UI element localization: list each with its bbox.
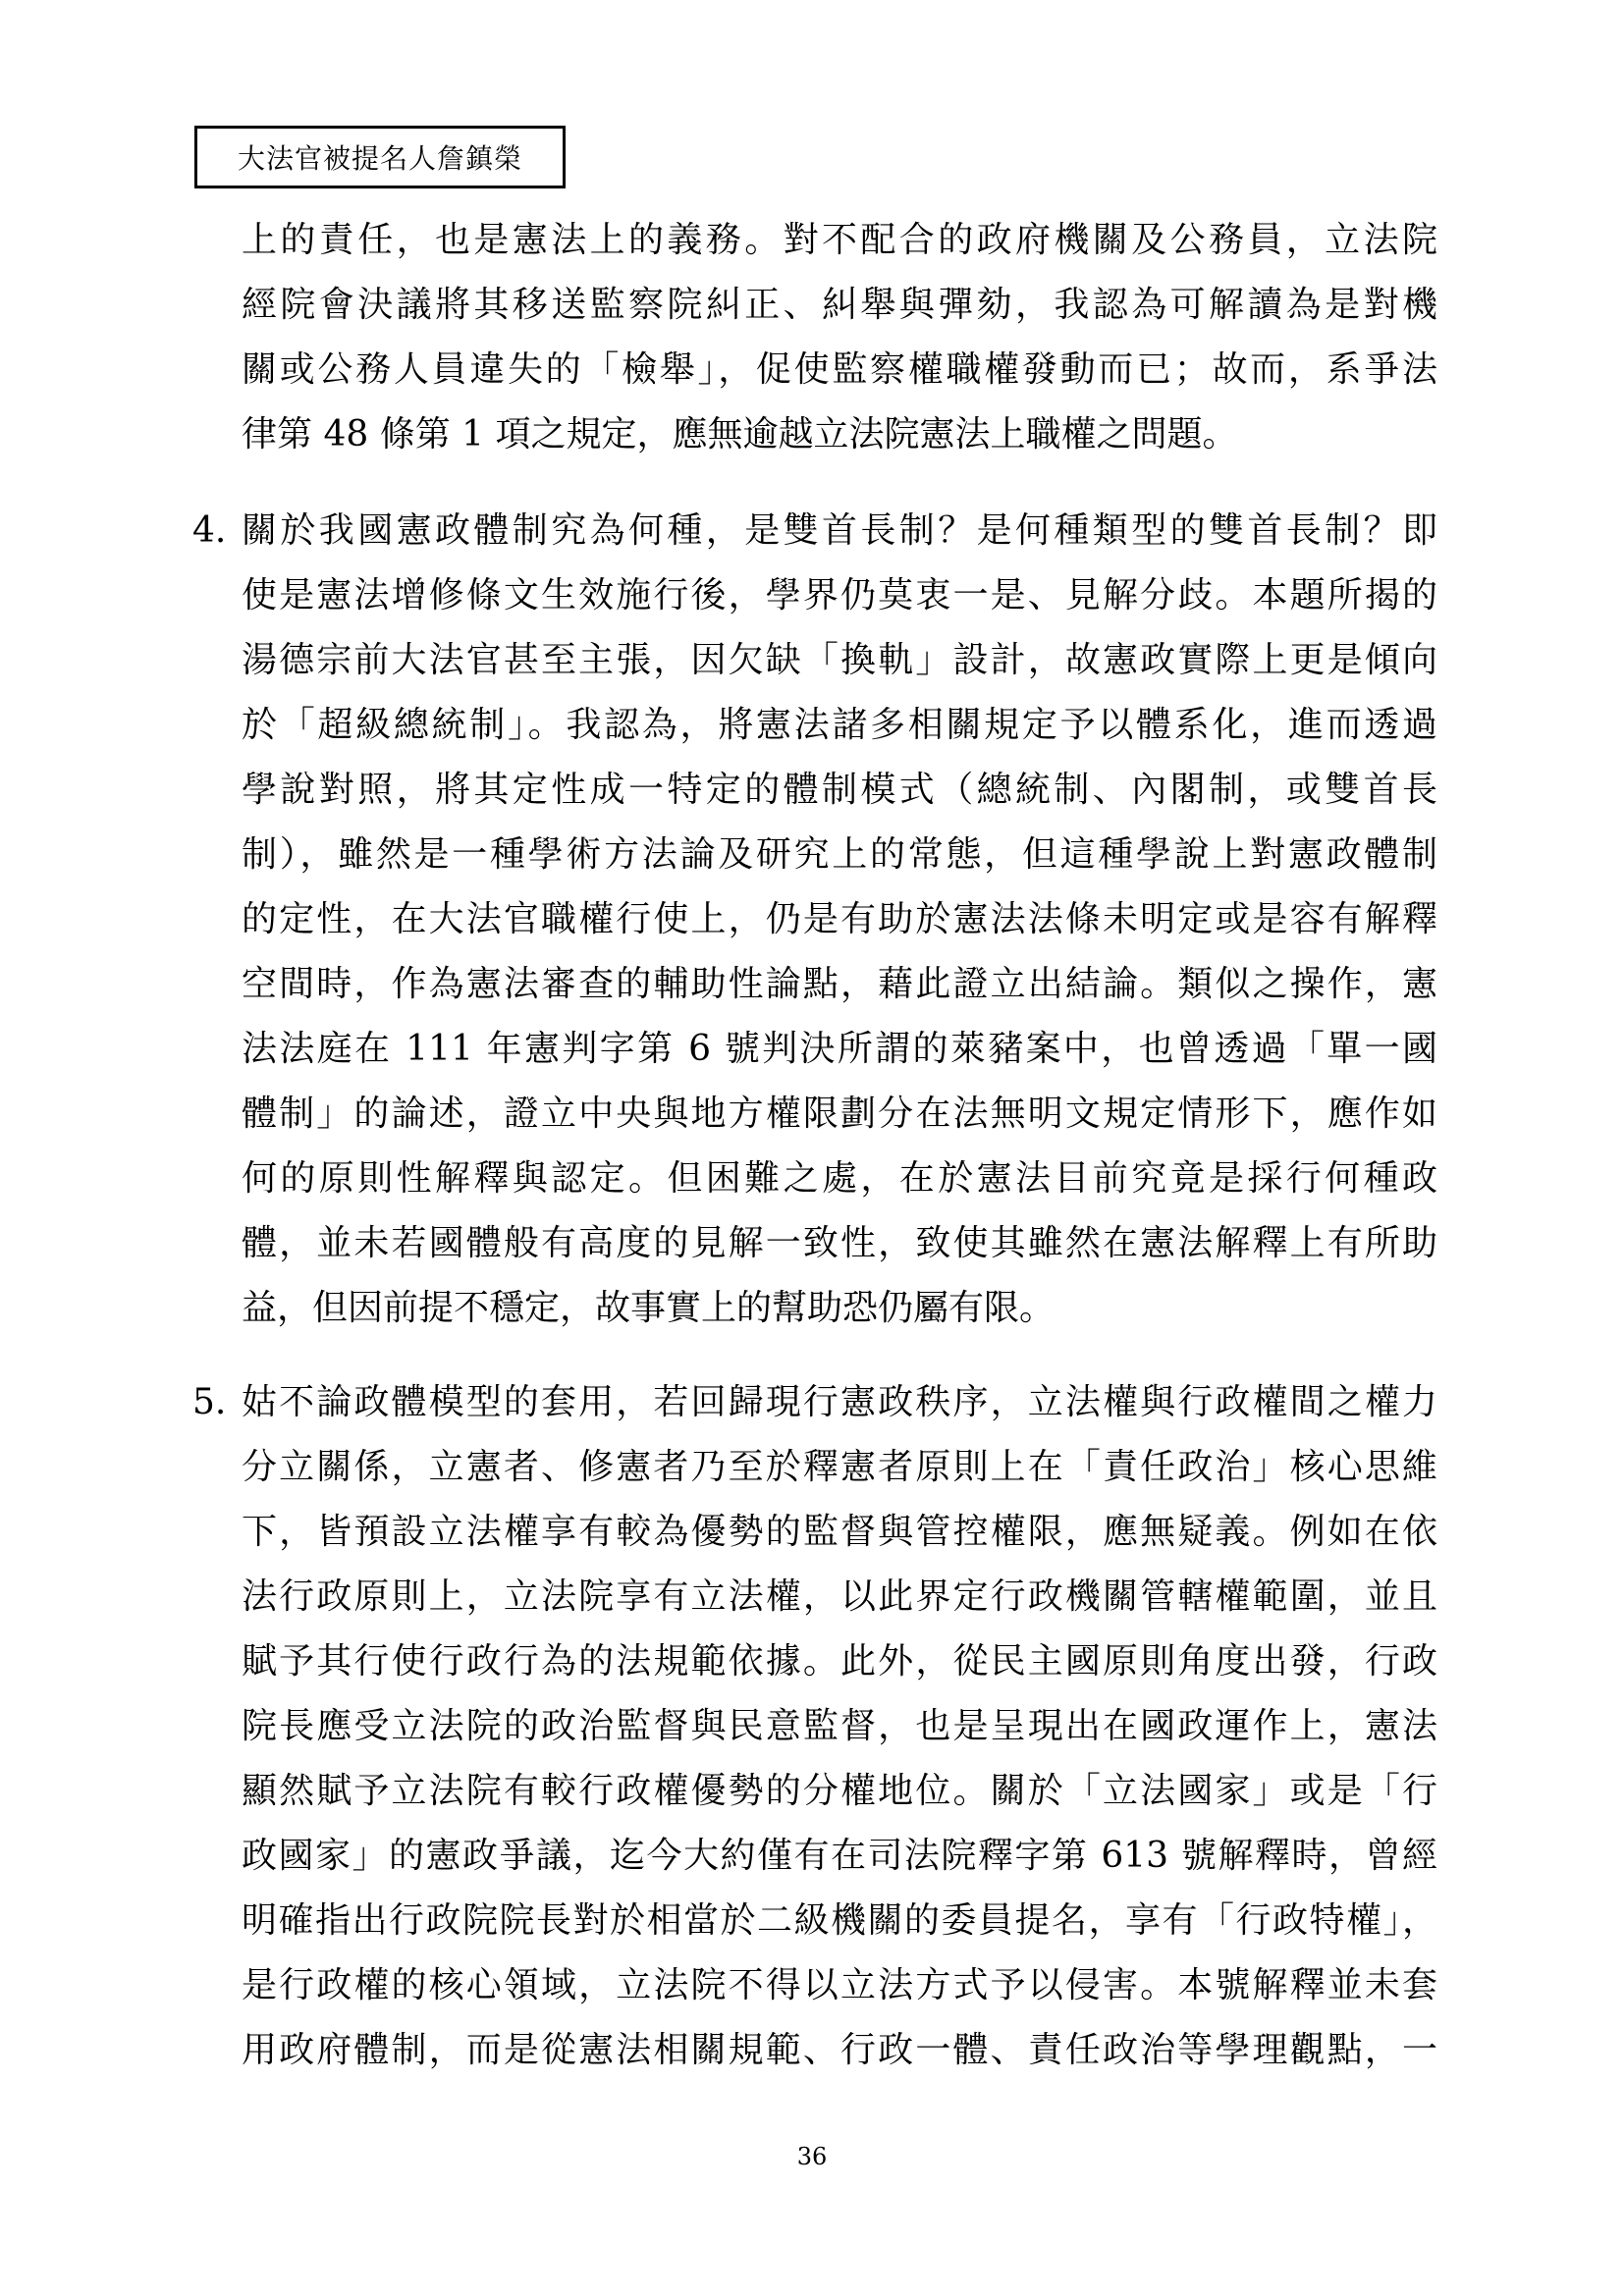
item-4-line: 使是憲法增修條文生效施行後，學界仍莫衷一是、見解分歧。本題所揭的 (242, 575, 1437, 615)
item-4-line: 益，但因前提不穩定，故事實上的幫助恐仍屬有限。 (242, 1288, 1056, 1328)
continuation-line: 律第 48 條第 1 項之規定，應無逾越立法院憲法上職權之問題。 (242, 414, 1238, 454)
item-4-line: 體，並未若國體般有高度的見解一致性，致使其雖然在憲法解釋上有所助 (242, 1223, 1437, 1263)
item-5-line: 姑不論政體模型的套用，若回歸現行憲政秩序，立法權與行政權間之權力 (242, 1382, 1437, 1422)
item-5-line: 分立關係，立憲者、修憲者乃至於釋憲者原則上在「責任政治」核心思維 (242, 1447, 1437, 1487)
item-4-line: 的定性，在大法官職權行使上，仍是有助於憲法法條未明定或是容有解釋 (242, 899, 1437, 939)
item-5-line: 下，皆預設立法權享有較為優勢的監督與管控權限，應無疑義。例如在依 (242, 1512, 1437, 1552)
item-4-line: 關於我國憲政體制究為何種，是雙首長制？是何種類型的雙首長制？即 (242, 510, 1437, 551)
continuation-line: 上的責任，也是憲法上的義務。對不配合的政府機關及公務員，立法院 (242, 220, 1437, 260)
item-4-line: 於「超級總統制」。我認為，將憲法諸多相關規定予以體系化，進而透過 (242, 705, 1437, 745)
item-number: 5. (192, 1382, 227, 1422)
item-5-line: 是行政權的核心領域，立法院不得以立法方式予以侵害。本號解釋並未套 (242, 1965, 1437, 2005)
document-header: 大法官被提名人詹鎮榮 (194, 126, 566, 188)
item-4-line: 何的原則性解釋與認定。但困難之處，在於憲法目前究竟是採行何種政 (242, 1158, 1437, 1199)
item-number: 4. (192, 510, 227, 551)
item-5-line: 法行政原則上，立法院享有立法權，以此界定行政機關管轄權範圍，並且 (242, 1576, 1437, 1617)
item-4-line: 法法庭在 111 年憲判字第 6 號判決所謂的萊豬案中，也曾透過「單一國 (242, 1029, 1437, 1069)
item-5-line: 明確指出行政院院長對於相當於二級機關的委員提名，享有「行政特權」， (242, 1900, 1437, 1941)
continuation-line: 經院會決議將其移送監察院糾正、糾舉與彈劾，我認為可解讀為是對機 (242, 285, 1437, 325)
item-4-line: 學說對照，將其定性成一特定的體制模式（總統制、內閣制，或雙首長 (242, 770, 1437, 810)
item-5-line: 顯然賦予立法院有較行政權優勢的分權地位。關於「立法國家」或是「行 (242, 1771, 1437, 1811)
item-5-line: 用政府體制，而是從憲法相關規範、行政一體、責任政治等學理觀點，一 (242, 2030, 1437, 2070)
item-4-line: 體制」的論述，證立中央與地方權限劃分在法無明文規定情形下，應作如 (242, 1094, 1437, 1134)
item-5-line: 賦予其行使行政行為的法規範依據。此外，從民主國原則角度出發，行政 (242, 1641, 1437, 1682)
item-5-line: 院長應受立法院的政治監督與民意監督，也是呈現出在國政運作上，憲法 (242, 1706, 1437, 1746)
item-4-line: 湯德宗前大法官甚至主張，因欠缺「換軌」設計，故憲政實際上更是傾向 (242, 640, 1437, 680)
item-4-line: 空間時，作為憲法審查的輔助性論點，藉此證立出結論。類似之操作，憲 (242, 964, 1437, 1004)
item-5-line: 政國家」的憲政爭議，迄今大約僅有在司法院釋字第 613 號解釋時，曾經 (242, 1836, 1437, 1876)
page-number: 36 (796, 2143, 828, 2170)
item-4-line: 制），雖然是一種學術方法論及研究上的常態，但這種學說上對憲政體制 (242, 834, 1437, 875)
continuation-line: 關或公務人員違失的「檢舉」，促使監察權職權發動而已；故而，系爭法 (242, 349, 1437, 390)
